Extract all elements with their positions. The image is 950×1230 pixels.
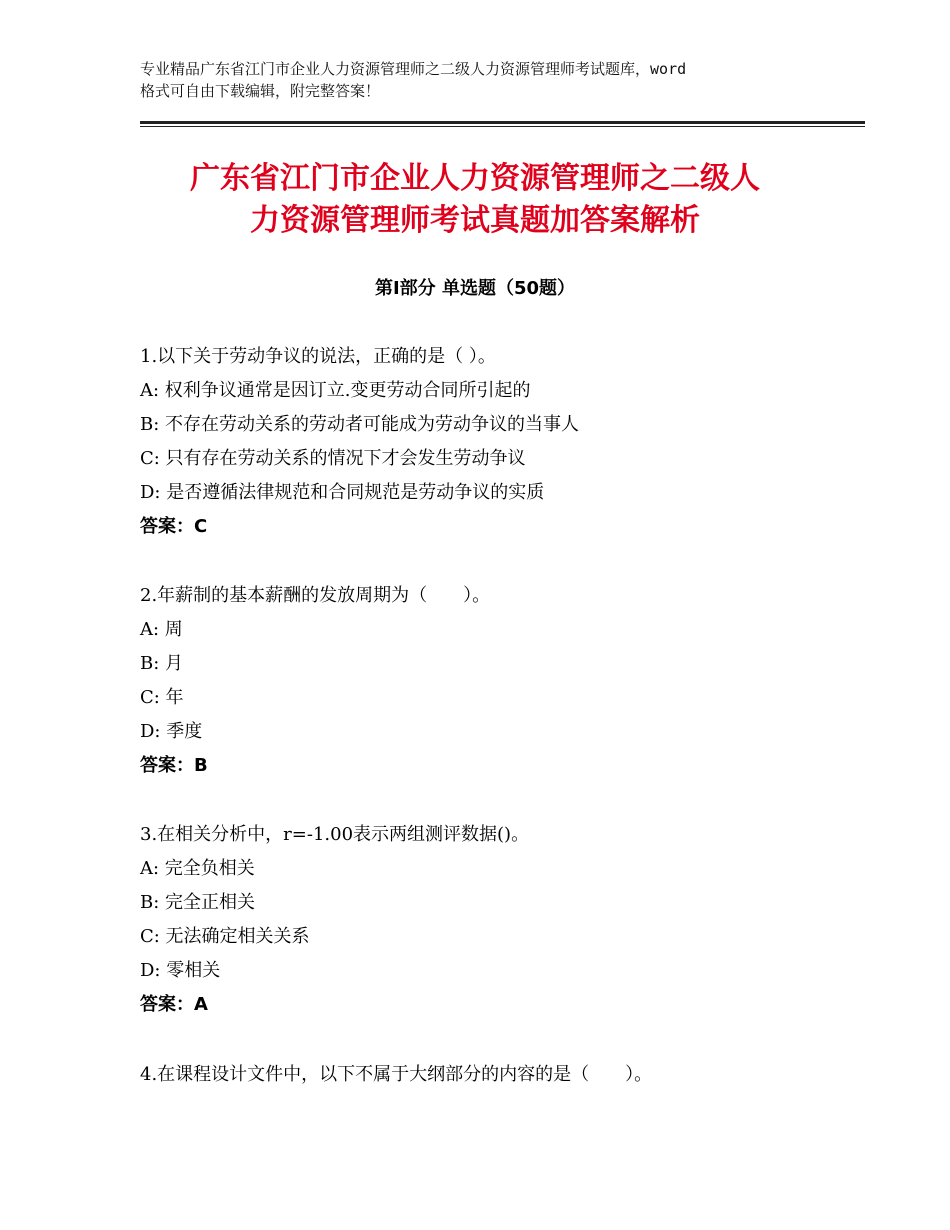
option-b: B: 不存在劳动关系的劳动者可能成为劳动争议的当事人 — [140, 414, 580, 435]
header-note — [140, 58, 840, 102]
answer: 答案：C — [140, 516, 208, 537]
header-rule-thick — [140, 121, 865, 124]
option-c: C: 年 — [140, 687, 184, 708]
header-note-line-2: 格式可自由下载编辑，附完整答案！ — [140, 82, 381, 100]
option-b: B: 完全正相关 — [140, 892, 256, 913]
option-c: C: 只有存在劳动关系的情况下才会发生劳动争议 — [140, 448, 526, 469]
question-stem: 1.以下关于劳动争议的说法，正确的是（ ）。 — [140, 346, 496, 367]
option-d: D: 季度 — [140, 721, 203, 742]
header-note-line-1: 专业精品广东省江门市企业人力资源管理师之二级人力资源管理师考试题库，word — [140, 60, 687, 78]
document-title — [0, 158, 950, 242]
document-title-line-2: 力资源管理师考试真题加答案解析 — [250, 203, 700, 238]
answer: 答案：A — [140, 994, 208, 1015]
option-d: D: 是否遵循法律规范和合同规范是劳动争议的实质 — [140, 482, 545, 503]
option-b: B: 月 — [140, 653, 184, 674]
section-heading: 第Ⅰ部分 单选题（50题） — [374, 278, 575, 299]
option-c: C: 无法确定相关关系 — [140, 926, 310, 947]
document-title-line-1: 广东省江门市企业人力资源管理师之二级人 — [190, 161, 760, 196]
option-d: D: 零相关 — [140, 960, 221, 981]
question-stem: 3.在相关分析中，r=-1.00表示两组测评数据()。 — [140, 824, 530, 845]
question-1 — [140, 340, 860, 544]
question-3 — [140, 818, 860, 1022]
header-rule-thin — [140, 126, 865, 127]
question-2 — [140, 579, 860, 783]
question-stem: 2.年薪制的基本薪酬的发放周期为（ ）。 — [140, 585, 491, 606]
question-4 — [140, 1058, 860, 1092]
option-a: A: 周 — [140, 619, 183, 640]
option-a: A: 权利争议通常是因订立.变更劳动合同所引起的 — [140, 380, 531, 401]
question-stem: 4.在课程设计文件中，以下不属于大纲部分的内容的是（ ）。 — [140, 1064, 653, 1085]
answer: 答案：B — [140, 755, 208, 776]
option-a: A: 完全负相关 — [140, 858, 255, 879]
